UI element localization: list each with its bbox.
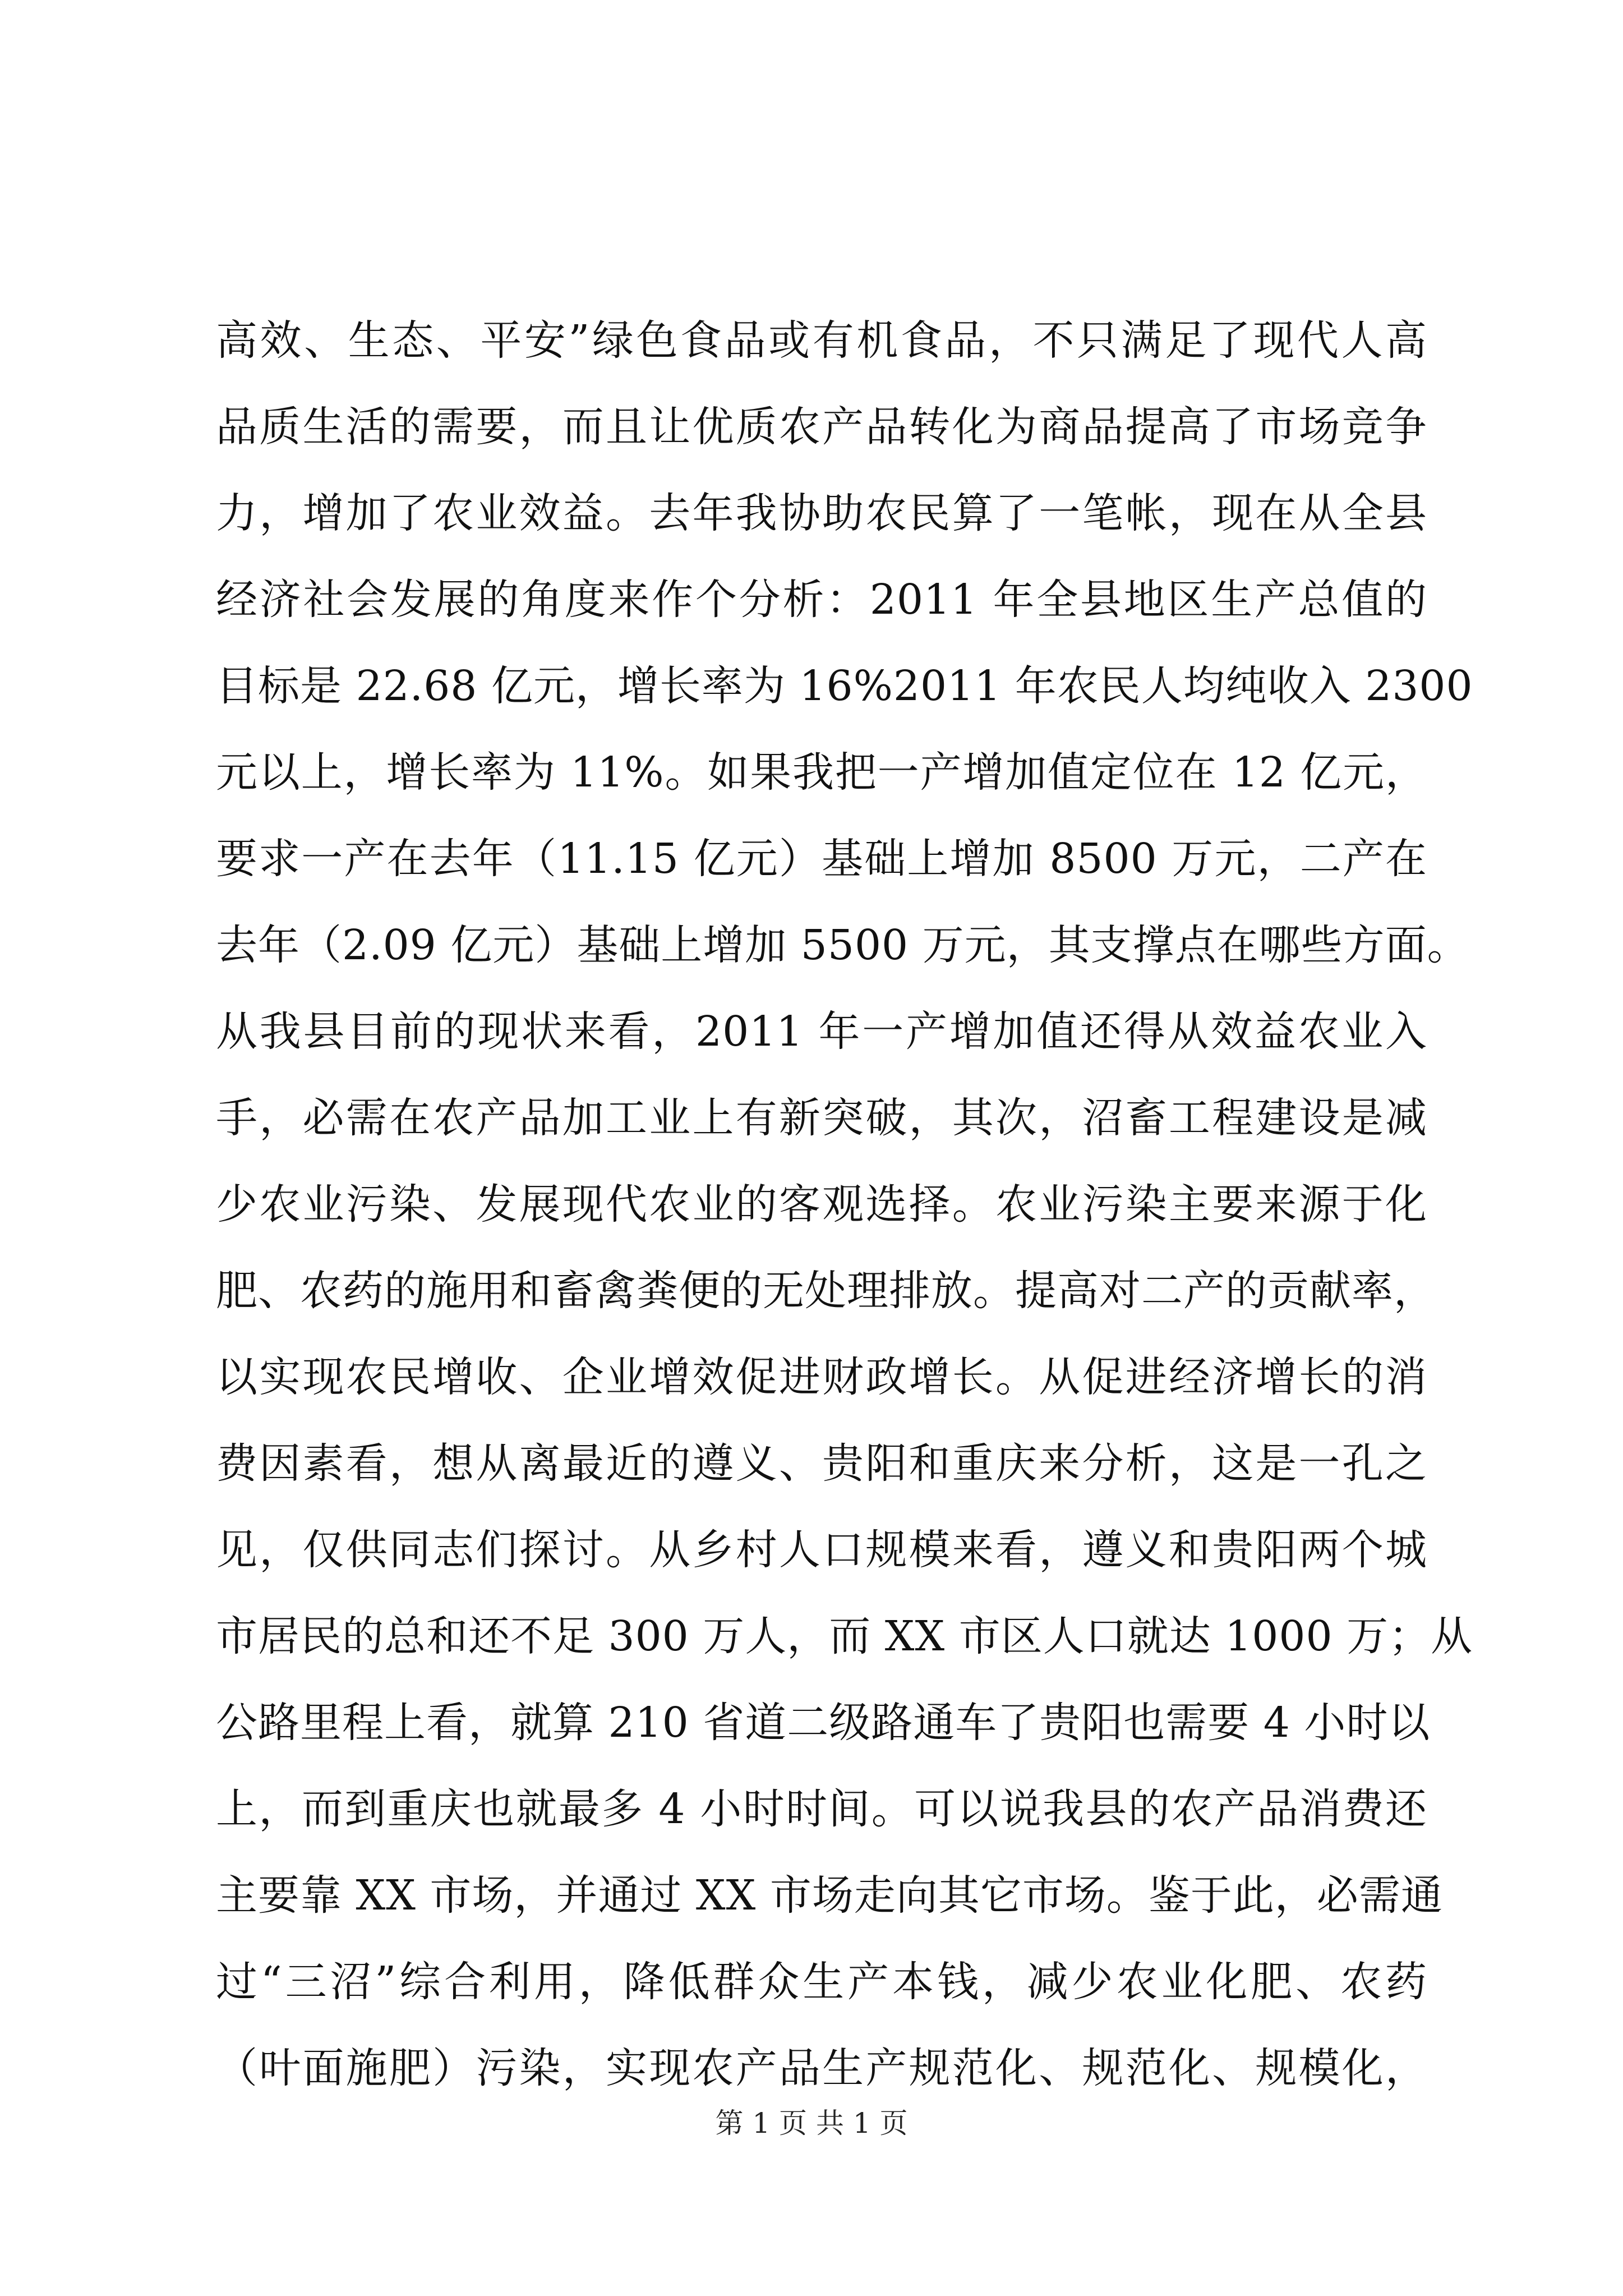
text-line: 上，而到重庆也就最多 4 小时时间。可以说我县的农产品消费还 xyxy=(216,1785,1427,1833)
text-line: （叶面施肥）污染，实现农产品生产规范化、规范化、规模化， xyxy=(216,2044,1427,2092)
text-line: 经济社会发展的角度来作个分析：2011 年全县地区生产总值的 xyxy=(216,576,1427,624)
text-line: 过“三沼”综合利用，降低群众生产本钱，减少农业化肥、农药 xyxy=(216,1958,1427,2006)
text-line: 市居民的总和还不足 300 万人，而 XX 市区人口就达 1000 万；从 xyxy=(216,1612,1473,1660)
text-line: 主要靠 XX 市场，并通过 XX 市场走向其它市场。鉴于此，必需通 xyxy=(216,1871,1443,1920)
body-paragraph xyxy=(216,297,1473,2111)
text-line: 公路里程上看，就算 210 省道二级路通车了贵阳也需要 4 小时以 xyxy=(216,1699,1431,1747)
text-line: 要求一产在去年（11.15 亿元）基础上增加 8500 万元，二产在 xyxy=(216,835,1427,883)
text-line: 肥、农药的施用和畜禽粪便的无处理排放。提高对二产的贡献率， xyxy=(216,1267,1436,1315)
text-line: 见，仅供同志们探讨。从乡村人口规模来看，遵义和贵阳两个城 xyxy=(216,1526,1427,1574)
text-line: 从我县目前的现状来看，2011 年一产增加值还得从效益农业入 xyxy=(216,1007,1427,1056)
text-line: 力，增加了农业效益。去年我协助农民算了一笔帐，现在从全县 xyxy=(216,489,1427,537)
text-line: 高效、生态、平安”绿色食品或有机食品，不只满足了现代人高 xyxy=(216,316,1427,365)
text-line: 品质生活的需要，而且让优质农产品转化为商品提高了市场竞争 xyxy=(216,403,1427,451)
text-line: 少农业污染、发展现代农业的客观选择。农业污染主要来源于化 xyxy=(216,1180,1427,1228)
text-line: 元以上，增长率为 11%。如果我把一产增加值定位在 12 亿元， xyxy=(216,748,1427,797)
page-number: 第 1 页 共 1 页 xyxy=(715,2107,908,2139)
text-line: 去年（2.09 亿元）基础上增加 5500 万元，其支撑点在哪些方面。 xyxy=(216,921,1469,969)
text-line: 手，必需在农产品加工业上有新突破，其次，沼畜工程建设是减 xyxy=(216,1094,1427,1142)
text-line: 以实现农民增收、企业增效促进财政增长。从促进经济增长的消 xyxy=(216,1353,1427,1401)
text-line: 费因素看，想从离最近的遵义、贵阳和重庆来分析，这是一孔之 xyxy=(216,1439,1427,1488)
page-footer xyxy=(0,2104,1623,2143)
text-line: 目标是 22.68 亿元，增长率为 16%2011 年农民人均纯收入 2300 xyxy=(216,662,1473,710)
